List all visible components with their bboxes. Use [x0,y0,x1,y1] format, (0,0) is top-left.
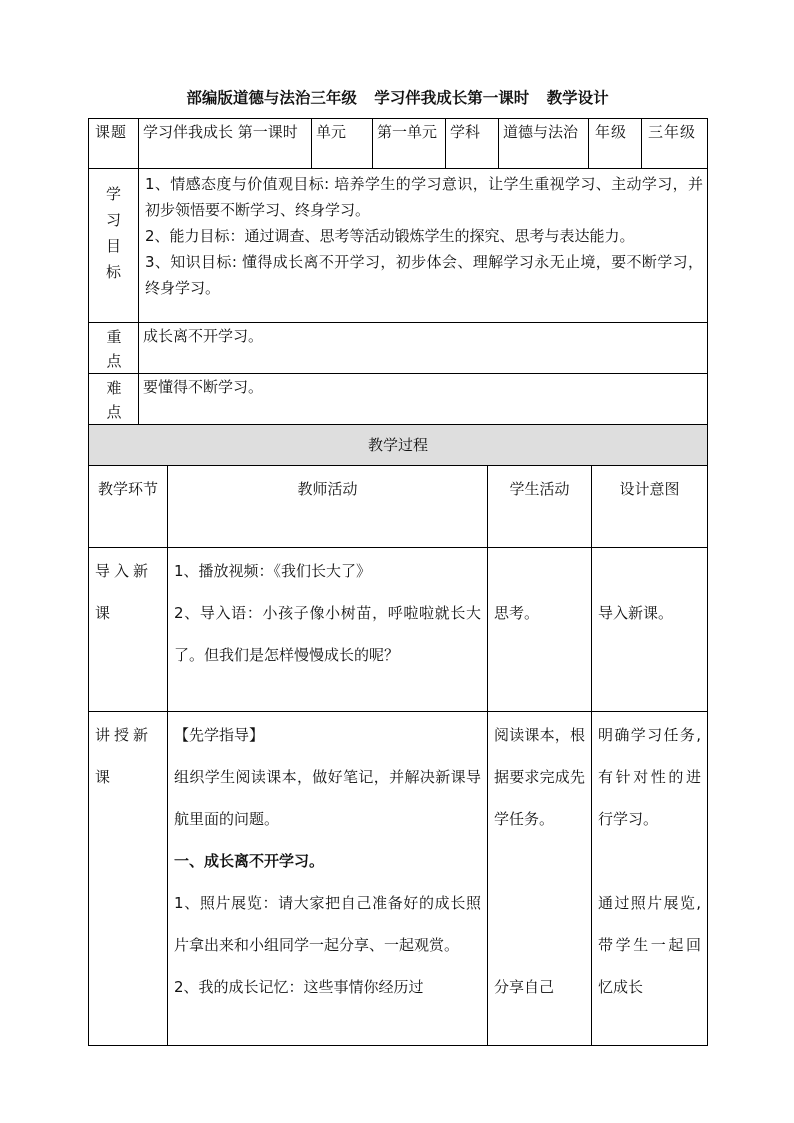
teacher-activity-lecture [168,712,488,1046]
process-title-row [89,425,708,466]
table-row [89,548,708,712]
header-student: 学生活动 [488,466,592,548]
title-part-2: 学习伴我成长第一课时 [374,89,530,107]
intent-lecture-p1: 明确学习任务,有针对性的进行学习。 [598,726,702,828]
grade-value: 三年级 [642,119,708,169]
grade-label: 年级 [589,119,642,169]
teacher-activity-intro [168,548,488,712]
objectives-row [89,169,708,323]
topic-value: 学习伴我成长 第一课时 [139,119,312,169]
teacher-intro-p1: 1、播放视频：《我们长大了》 [174,562,372,580]
unit-value: 第一单元 [373,119,446,169]
difficulty-label: 难点 [89,374,139,426]
key-point-row [89,323,708,374]
objective-1: 1、情感态度与价值观目标: 培养学生的学习意识，让学生重视学习、主动学习，并初步领悟要不断学习、终身学习。 [145,175,703,219]
title-part-3: 教学设计 [546,89,609,107]
student-activity-intro: 思考。 [488,548,592,712]
objectives-content [139,169,708,323]
teacher-intro-p2: 2、导入语：小孩子像小树苗，呼啦啦就长大了。但我们是怎样慢慢成长的呢？ [174,604,481,664]
objective-2: 2、能力目标：通过调查、思考等活动锻炼学生的探究、思考与表达能力。 [145,227,635,245]
table-row [89,712,708,1046]
stage-lecture: 讲授新课 [89,712,168,1046]
process-header-row [89,466,708,548]
teacher-lecture-p4: 1、照片展览：请大家把自己准备好的成长照片拿出来和小组同学一起分享、一起观赏。 [174,894,481,954]
student-lecture-p2: 分享自己 [494,978,555,996]
stage-intro: 导入新课 [89,548,168,712]
header-stage: 教学环节 [89,466,168,548]
difficulty-value: 要懂得不断学习。 [139,374,708,426]
key-point-label: 重点 [89,323,139,374]
header-intent: 设计意图 [592,466,708,548]
teacher-lecture-p2: 组织学生阅读课本，做好笔记，并解决新课导航里面的问题。 [174,768,481,828]
course-info-table [88,118,708,426]
topic-label: 课题 [89,119,139,169]
objectives-label: 学习目标 [89,169,139,323]
objective-3: 3、知识目标: 懂得成长离不开学习，初步体会、理解学习永无止境，要不断学习，终身学习。 [145,253,703,297]
difficulty-row [89,374,708,426]
subject-value: 道德与法治 [499,119,589,169]
teacher-lecture-p5: 2、我的成长记忆：这些事情你经历过 [174,978,424,996]
intent-lecture-p2: 通过照片展览,带学生一起回忆成长 [598,894,702,996]
student-lecture-p1: 阅读课本，根据要求完成先学任务。 [494,726,585,828]
header-teacher: 教师活动 [168,466,488,548]
subject-label: 学科 [446,119,499,169]
design-intent-intro: 导入新课。 [592,548,708,712]
key-point-value: 成长离不开学习。 [139,323,708,374]
design-intent-lecture [592,712,708,1046]
teacher-lecture-p3: 一、成长离不开学习。 [174,852,325,870]
topic-row [89,119,708,169]
teaching-process-table [88,424,708,1046]
process-section-title: 教学过程 [89,425,708,466]
student-activity-lecture [488,712,592,1046]
unit-label: 单元 [312,119,373,169]
title-part-1: 部编版道德与法治三年级 [186,89,357,107]
document-title [88,86,707,108]
teacher-lecture-p1: 【先学指导】 [174,726,265,744]
